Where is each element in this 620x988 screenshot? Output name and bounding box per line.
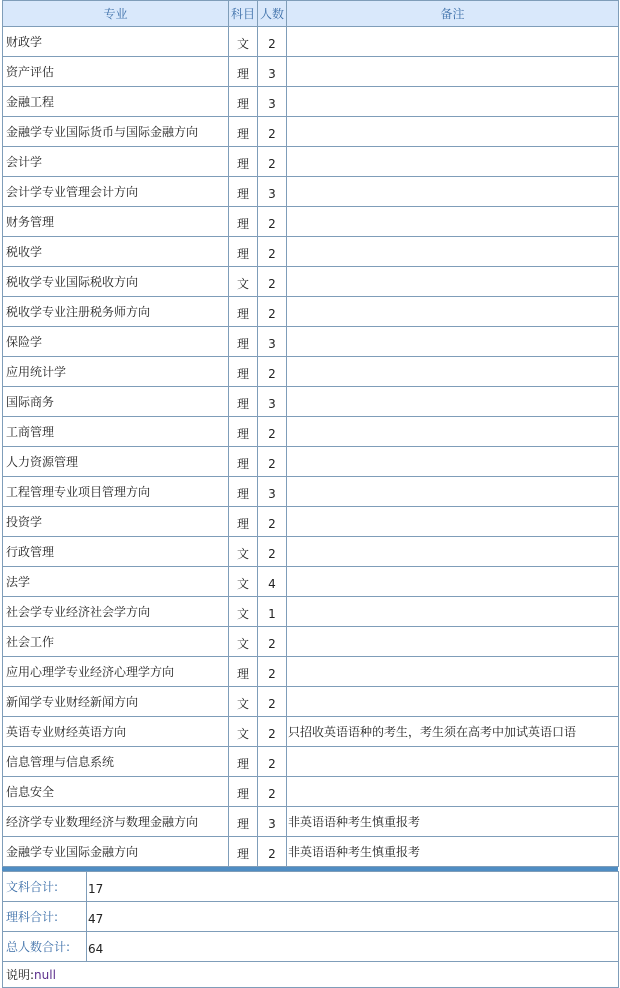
major-cell: 税收学专业国际税收方向 [3, 267, 229, 297]
subject-cell: 文 [229, 267, 258, 297]
major-cell: 经济学专业数理经济与数理金融方向 [3, 807, 229, 837]
table-row [3, 627, 619, 657]
note-cell [287, 747, 619, 777]
note-cell [287, 267, 619, 297]
subject-cell: 理 [229, 357, 258, 387]
count-cell: 2 [258, 27, 287, 57]
overall-total-label: 总人数合计: [3, 932, 87, 962]
subject-cell: 理 [229, 117, 258, 147]
note-cell [287, 387, 619, 417]
count-cell: 3 [258, 387, 287, 417]
science-total-label: 理科合计: [3, 902, 87, 932]
subject-cell: 文 [229, 627, 258, 657]
table-row [3, 597, 619, 627]
major-cell: 信息管理与信息系统 [3, 747, 229, 777]
major-cell: 资产评估 [3, 57, 229, 87]
subject-cell: 理 [229, 297, 258, 327]
count-cell: 2 [258, 417, 287, 447]
major-cell: 会计学专业管理会计方向 [3, 177, 229, 207]
subject-cell: 理 [229, 657, 258, 687]
major-cell: 应用心理学专业经济心理学方向 [3, 657, 229, 687]
note-cell [287, 777, 619, 807]
table-row [3, 147, 619, 177]
note-cell [287, 417, 619, 447]
subject-cell: 文 [229, 567, 258, 597]
major-cell: 行政管理 [3, 537, 229, 567]
table-row [3, 117, 619, 147]
table-row [3, 507, 619, 537]
note-cell [287, 177, 619, 207]
summary-row-science [3, 902, 619, 932]
table-row [3, 447, 619, 477]
count-cell: 2 [258, 747, 287, 777]
table-row [3, 807, 619, 837]
major-cell: 英语专业财经英语方向 [3, 717, 229, 747]
count-cell: 2 [258, 117, 287, 147]
table-row [3, 57, 619, 87]
note-cell [287, 57, 619, 87]
table-row [3, 657, 619, 687]
note-cell [287, 477, 619, 507]
table-row [3, 417, 619, 447]
count-cell: 3 [258, 87, 287, 117]
table-row [3, 687, 619, 717]
header-subject: 科目 [229, 1, 258, 27]
table-row [3, 27, 619, 57]
admission-plan [2, 0, 618, 988]
subject-cell: 理 [229, 207, 258, 237]
note-cell [287, 657, 619, 687]
arts-total-label: 文科合计: [3, 872, 87, 902]
major-cell: 财务管理 [3, 207, 229, 237]
table-row [3, 177, 619, 207]
count-cell: 3 [258, 177, 287, 207]
header-major: 专业 [3, 1, 229, 27]
note-cell: 只招收英语语种的考生，考生须在高考中加试英语口语 [287, 717, 619, 747]
note-cell [287, 117, 619, 147]
note-cell [287, 627, 619, 657]
major-cell: 社会工作 [3, 627, 229, 657]
count-cell: 2 [258, 297, 287, 327]
note-cell [287, 597, 619, 627]
overall-total-value: 64 [87, 932, 619, 962]
note-cell [287, 537, 619, 567]
count-cell: 3 [258, 327, 287, 357]
subject-cell: 理 [229, 237, 258, 267]
note-cell [287, 357, 619, 387]
description-label: 说明: [6, 968, 35, 982]
count-cell: 2 [258, 627, 287, 657]
subject-cell: 文 [229, 597, 258, 627]
count-cell: 2 [258, 447, 287, 477]
count-cell: 4 [258, 567, 287, 597]
note-cell [287, 27, 619, 57]
table-header-row [3, 1, 619, 27]
note-cell [287, 507, 619, 537]
subject-cell: 文 [229, 27, 258, 57]
note-cell [287, 567, 619, 597]
summary-row-arts [3, 872, 619, 902]
table-row [3, 567, 619, 597]
major-cell: 工商管理 [3, 417, 229, 447]
count-cell: 1 [258, 597, 287, 627]
table-row [3, 747, 619, 777]
major-cell: 会计学 [3, 147, 229, 177]
major-cell: 法学 [3, 567, 229, 597]
table-row [3, 237, 619, 267]
major-cell: 国际商务 [3, 387, 229, 417]
count-cell: 3 [258, 477, 287, 507]
subject-cell: 理 [229, 147, 258, 177]
table-row [3, 87, 619, 117]
subject-cell: 文 [229, 537, 258, 567]
subject-cell: 理 [229, 777, 258, 807]
science-total-value: 47 [87, 902, 619, 932]
note-cell [287, 327, 619, 357]
count-cell: 2 [258, 717, 287, 747]
subject-cell: 理 [229, 837, 258, 867]
subject-cell: 文 [229, 687, 258, 717]
major-cell: 保险学 [3, 327, 229, 357]
note-cell: 非英语语种考生慎重报考 [287, 807, 619, 837]
table-row [3, 537, 619, 567]
major-cell: 投资学 [3, 507, 229, 537]
subject-cell: 理 [229, 387, 258, 417]
subject-cell: 理 [229, 417, 258, 447]
count-cell: 2 [258, 237, 287, 267]
table-row [3, 717, 619, 747]
count-cell: 2 [258, 207, 287, 237]
major-cell: 税收学专业注册税务师方向 [3, 297, 229, 327]
count-cell: 2 [258, 687, 287, 717]
table-row [3, 477, 619, 507]
subject-cell: 理 [229, 327, 258, 357]
summary-row-description [3, 962, 619, 988]
note-cell [287, 207, 619, 237]
table-row [3, 207, 619, 237]
major-cell: 工程管理专业项目管理方向 [3, 477, 229, 507]
count-cell: 2 [258, 507, 287, 537]
count-cell: 2 [258, 837, 287, 867]
summary-table [2, 871, 619, 988]
subject-cell: 理 [229, 507, 258, 537]
count-cell: 3 [258, 807, 287, 837]
count-cell: 2 [258, 357, 287, 387]
count-cell: 2 [258, 147, 287, 177]
note-cell [287, 447, 619, 477]
table-row [3, 357, 619, 387]
subject-cell: 理 [229, 177, 258, 207]
subject-cell: 理 [229, 747, 258, 777]
count-cell: 3 [258, 57, 287, 87]
subject-cell: 理 [229, 57, 258, 87]
subject-cell: 理 [229, 447, 258, 477]
subject-cell: 理 [229, 807, 258, 837]
major-cell: 应用统计学 [3, 357, 229, 387]
major-cell: 金融工程 [3, 87, 229, 117]
table-row [3, 267, 619, 297]
note-cell [287, 687, 619, 717]
count-cell: 2 [258, 657, 287, 687]
table-row [3, 327, 619, 357]
table-row [3, 387, 619, 417]
header-note: 备注 [287, 1, 619, 27]
note-cell [287, 147, 619, 177]
note-cell [287, 87, 619, 117]
subject-cell: 文 [229, 717, 258, 747]
arts-total-value: 17 [87, 872, 619, 902]
table-row [3, 837, 619, 867]
plan-table [2, 0, 619, 867]
table-row [3, 297, 619, 327]
count-cell: 2 [258, 777, 287, 807]
major-cell: 信息安全 [3, 777, 229, 807]
major-cell: 税收学 [3, 237, 229, 267]
count-cell: 2 [258, 267, 287, 297]
subject-cell: 理 [229, 477, 258, 507]
note-cell: 非英语语种考生慎重报考 [287, 837, 619, 867]
major-cell: 金融学专业国际金融方向 [3, 837, 229, 867]
description-value: null [34, 968, 56, 982]
note-cell [287, 297, 619, 327]
description-cell [3, 962, 619, 988]
table-row [3, 777, 619, 807]
table-body [3, 27, 619, 867]
major-cell: 社会学专业经济社会学方向 [3, 597, 229, 627]
major-cell: 财政学 [3, 27, 229, 57]
note-cell [287, 237, 619, 267]
major-cell: 新闻学专业财经新闻方向 [3, 687, 229, 717]
summary-row-total [3, 932, 619, 962]
header-count: 人数 [258, 1, 287, 27]
major-cell: 金融学专业国际货币与国际金融方向 [3, 117, 229, 147]
major-cell: 人力资源管理 [3, 447, 229, 477]
count-cell: 2 [258, 537, 287, 567]
subject-cell: 理 [229, 87, 258, 117]
